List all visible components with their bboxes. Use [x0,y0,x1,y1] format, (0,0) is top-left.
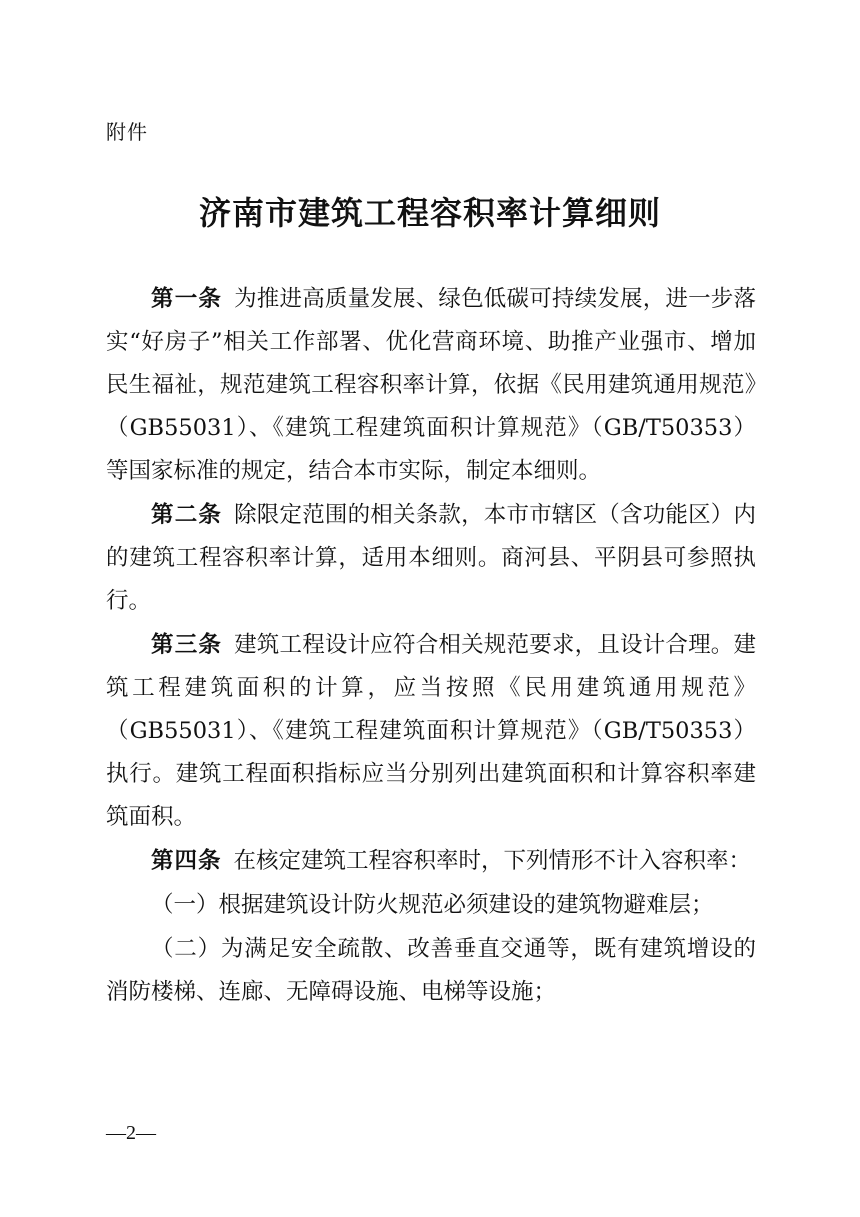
article-paragraph [106,840,756,883]
list-item: （二）为满足安全疏散、改善垂直交通等，既有建筑增设的消防楼梯、连廊、无障碍设施、电梯等设施； [106,936,756,1005]
document-body [106,278,756,1015]
article-text: 在核定建筑工程容积率时，下列情形不计入容积率： [233,848,752,874]
article-text: 建筑工程设计应符合相关规范要求，且设计合理。建筑工程建筑面积的计算，应当按照《民用建筑通用规范》（GB55031）、《建筑工程建筑面积计算规范》（GB/T50353）执行。建筑工程面积指标应当分别列出建筑面积和计算容积率建筑面积。 [106,632,756,830]
document-title: 济南市建筑工程容积率计算细则 [198,194,661,232]
article-label: 第四条 [151,848,222,874]
article-label: 第三条 [151,632,223,658]
article-label: 第二条 [151,502,223,528]
article-label: 第一条 [151,286,223,312]
article-text: 除限定范围的相关条款，本市市辖区（含功能区）内的建筑工程容积率计算，适用本细则。商河县、平阴县可参照执行。 [106,502,756,614]
article-text: 为推进高质量发展、绿色低碳可持续发展，进一步落实“好房子”相关工作部署、优化营商环境、助推产业强市、增加民生福祉，规范建筑工程容积率计算，依据《民用建筑通用规范》（GB55031）、《建筑工程建筑面积计算规范》（GB/T50353）等国家标准的规定，结合本市实际，制定本细则。 [106,286,756,484]
article-paragraph [106,494,756,623]
page-number: —2— [106,1122,156,1144]
attachment-label: 附件 [106,120,148,144]
article-paragraph [106,278,756,493]
article-paragraph [106,624,756,839]
list-item: （一）根据建筑设计防火规范必须建设的建筑物避难层； [151,892,714,918]
